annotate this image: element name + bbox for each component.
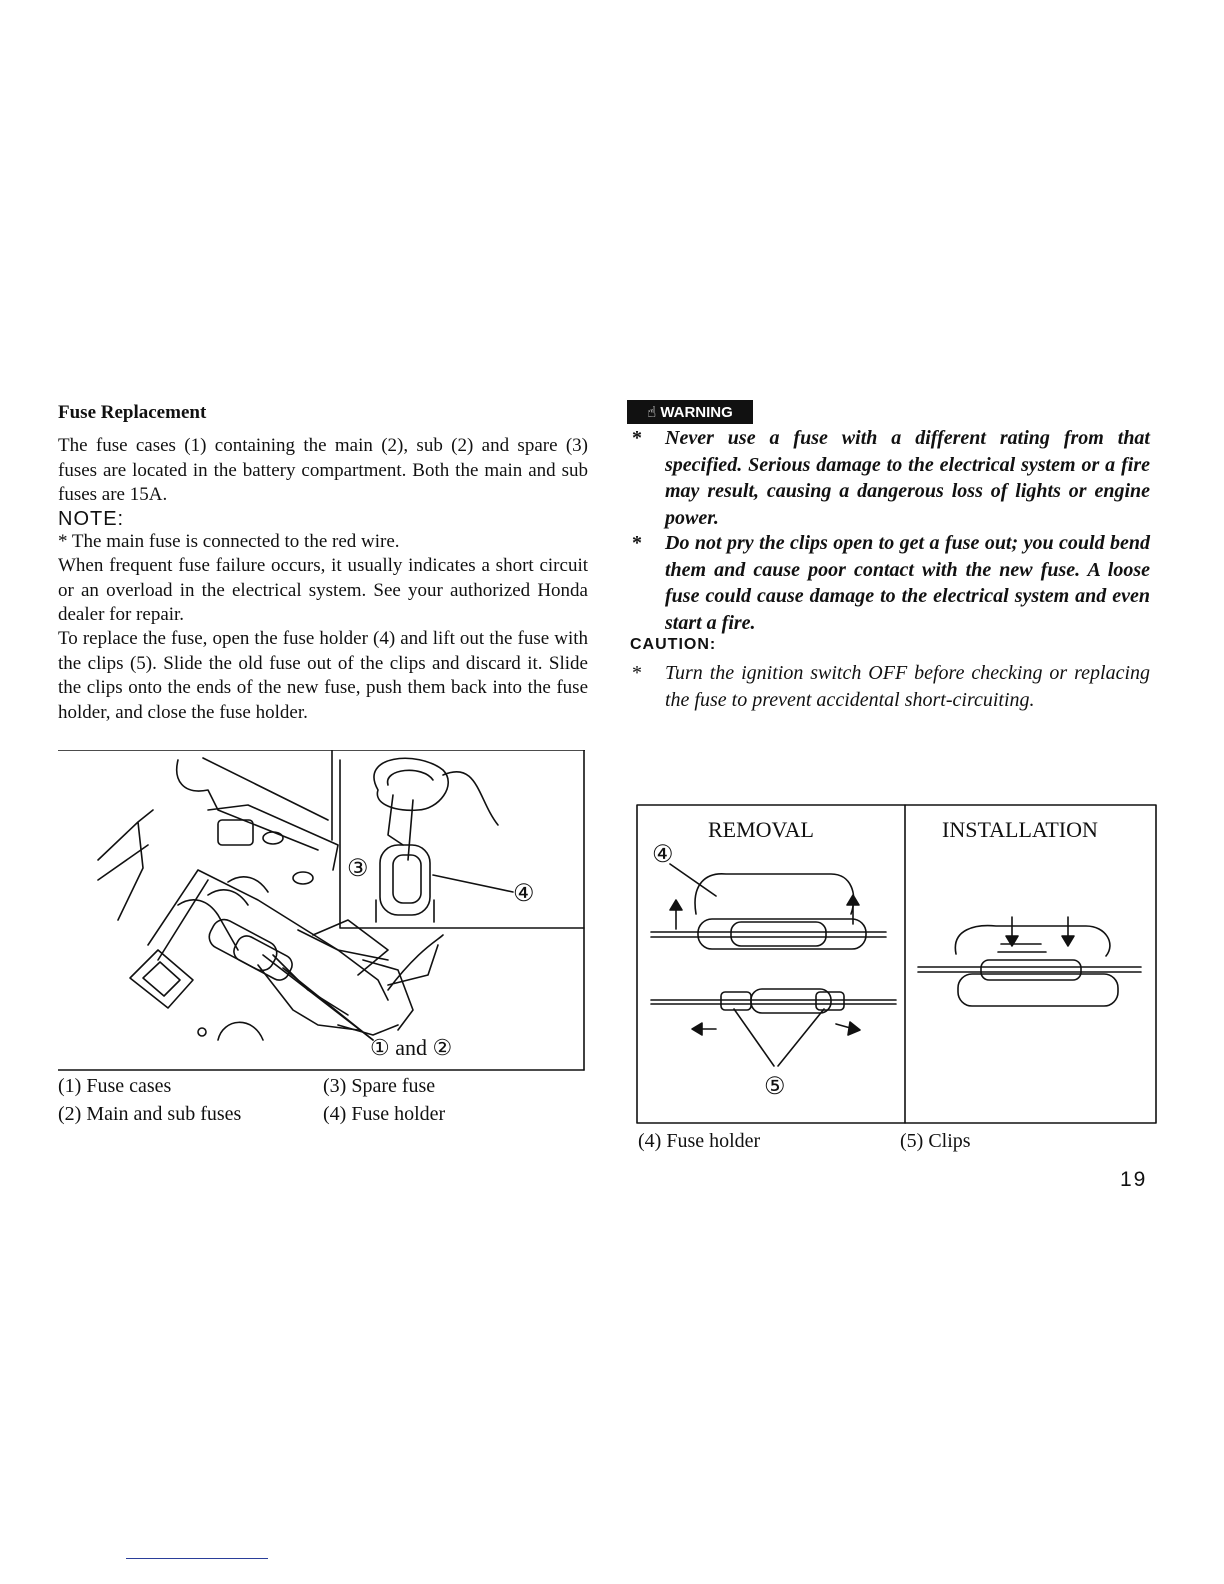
bullet: * [632,532,642,554]
callout-5: ⑤ [764,1074,786,1100]
bullet: * [632,662,642,684]
callout-1-and-2: ① and ② [370,1035,453,1060]
intro-paragraph: The fuse cases (1) containing the main (2), sub (2) and spare (3) fuses are located in the battery compartment. Both the main and sub fuses are 15A. [58,435,588,505]
legend-item: (2) Main and sub fuses [58,1103,242,1125]
warning-badge-label: WARNING [660,403,733,421]
section-title: Fuse Replacement [58,402,207,423]
installation-label: INSTALLATION [942,817,1098,842]
legend-item: (5) Clips [900,1130,971,1152]
failure-paragraph: When frequent fuse failure occurs, it usually indicates a short circuit or an overload in the electrical system. See your authorized Honda dealer for repair. [58,555,588,625]
caution-item [630,660,1150,713]
warning-text: Do not pry the clips open to get a fuse out; you could bend them and cause poor contact with the new fuse. A loose fuse could cause damage to the electrical system and even start a fire. [665,532,1150,634]
removal-label: REMOVAL [708,817,814,842]
warning-item [630,425,1150,531]
caution-label: CAUTION: [630,636,717,653]
legend-item: (4) Fuse holder [323,1103,446,1125]
legend-item: (3) Spare fuse [323,1075,436,1097]
fuse-removal-installation-figure [636,804,1158,1126]
caution-text: Turn the ignition switch OFF before checking or replacing the fuse to prevent accidental short-circuiting. [665,662,1150,711]
replacement-paragraph: To replace the fuse, open the fuse holder (4) and lift out the fuse with the clips (5). Slide the old fuse out of the clips and discard it. Slide the clips onto the ends of the new fuse, push them back into the fuse holder, and close the fuse holder. [58,628,588,723]
bullet: * [632,427,642,449]
note-label: NOTE: [58,508,125,530]
page-number: 19 [1120,1168,1148,1191]
bottom-rule [126,1558,268,1559]
warning-badge [627,400,753,424]
warning-text: Never use a fuse with a different rating from that specified. Serious damage to the electrical system or a fire may result, causing a dangerous loss of lights or engine power. [665,427,1150,529]
warning-item [630,530,1150,636]
legend-item: (4) Fuse holder [638,1130,761,1152]
legend-item: (1) Fuse cases [58,1075,172,1097]
battery-compartment-figure [58,750,585,1072]
callout-4: ④ [513,881,535,907]
callout-4: ④ [652,842,674,868]
hand-icon: ☝ [647,404,657,421]
callout-3: ③ [347,856,369,882]
note-item: * The main fuse is connected to the red wire. [58,531,400,552]
